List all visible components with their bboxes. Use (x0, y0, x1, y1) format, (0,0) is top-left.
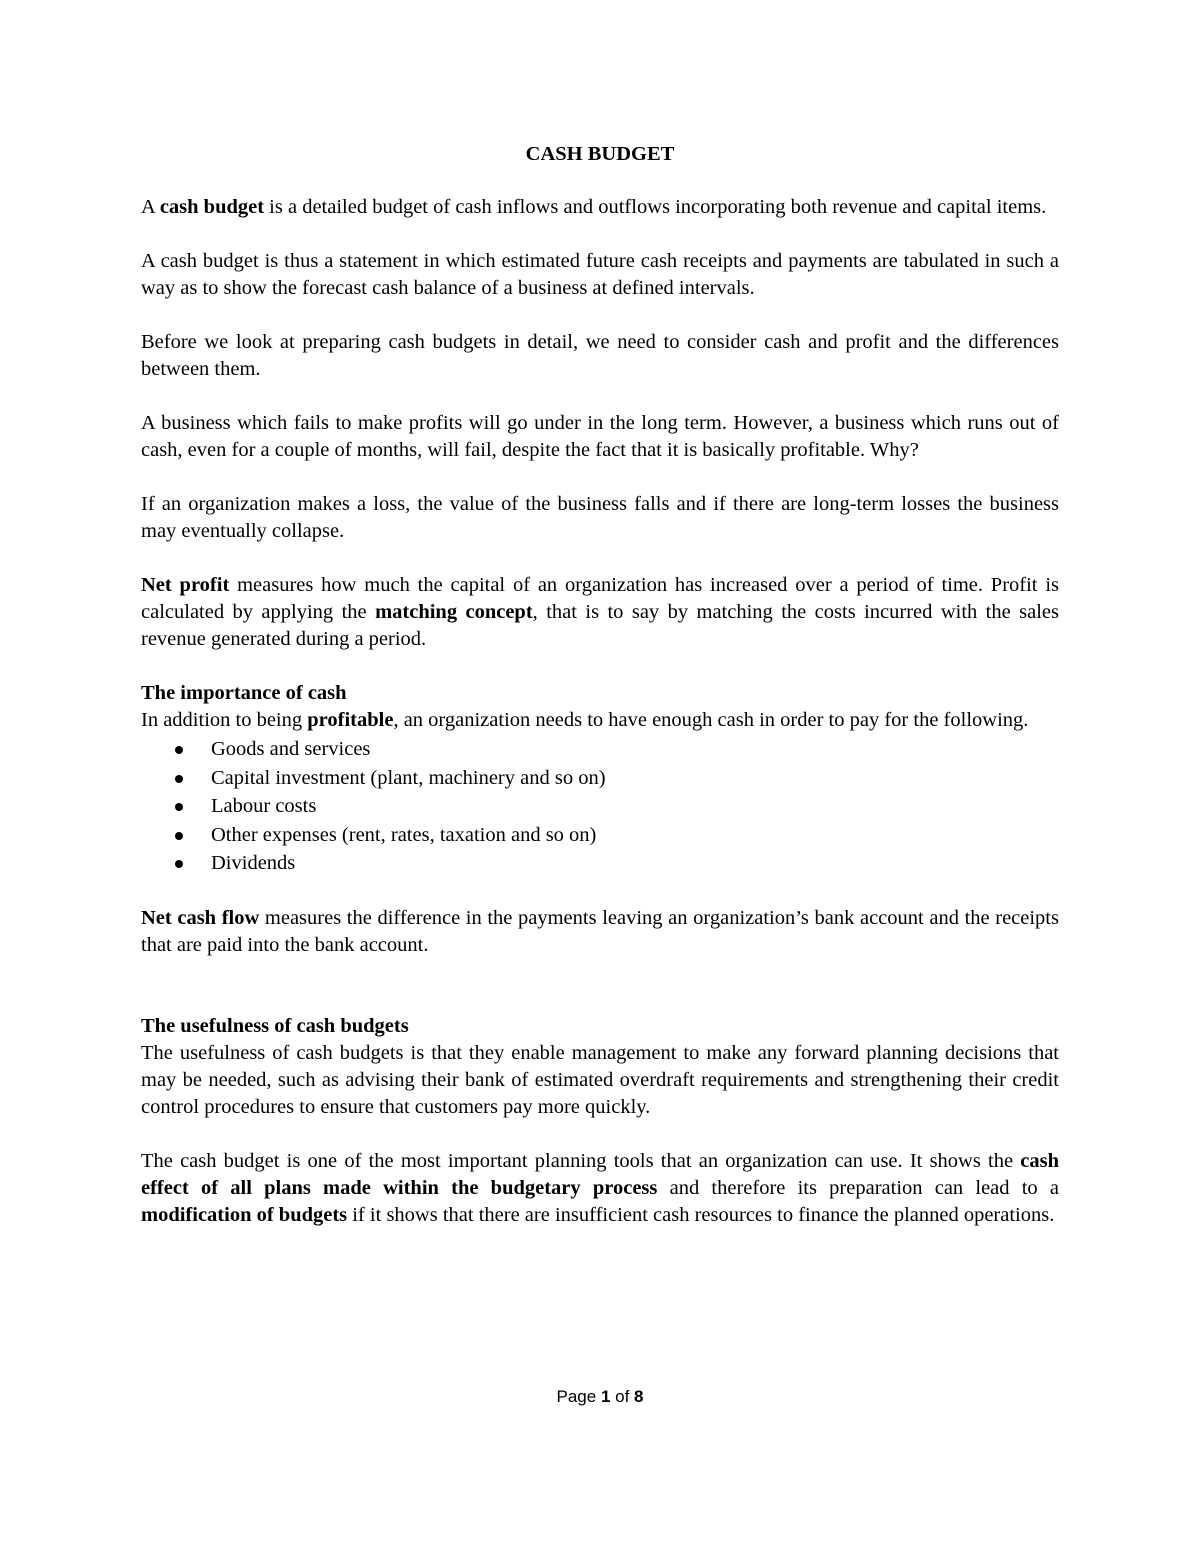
text-run: measures the difference in the payments leaving an organization’s bank account and the receipts that are paid into the bank account. (141, 906, 1059, 956)
bullet-icon (175, 832, 183, 840)
paragraph-statement: A cash budget is thus a statement in which estimated future cash receipts and payments are tabulated in such a way as to show the forecast cash balance of a business at defined intervals. (141, 250, 1059, 299)
text-run: In addition to being (141, 709, 308, 731)
text-run: , an organization needs to have enough cash in order to pay for the following. (393, 709, 1029, 731)
section-heading: The usefulness of cash budgets (141, 1014, 409, 1037)
list-item (141, 849, 1059, 878)
bold-term: matching concept (375, 601, 533, 623)
section-heading: The importance of cash (141, 682, 347, 704)
bold-term: modification of budgets (141, 1203, 348, 1226)
list-item-text: Other expenses (rent, rates, taxation and so on) (211, 823, 597, 846)
text-run: if it shows that there are insufficient cash resources to finance the planned operations. (347, 1203, 1055, 1226)
paragraph-business-failure: A business which fails to make profits will go under in the long term. However, a business which runs out of cash, even for a couple of months, will fail, despite the fact that it is basically profitable. Why? (141, 412, 1059, 461)
text-run: , that is to say by matching the costs incurred with the sales revenue generated during a period. (141, 601, 1059, 650)
footer-current-page: 1 (600, 1387, 611, 1406)
section-usefulness (141, 1013, 1059, 1121)
list-item (141, 735, 1059, 764)
text-run: and therefore its preparation can lead to a (657, 1176, 1059, 1199)
document-title: CASH BUDGET (525, 143, 675, 165)
bold-term: cash effect of all plans made within the budgetary process (141, 1149, 1059, 1199)
footer-total-pages: 8 (634, 1387, 644, 1406)
bold-term: Net cash flow (141, 906, 260, 929)
bullet-icon (175, 860, 183, 868)
paragraph-net-profit (141, 572, 1059, 653)
list-item (141, 792, 1059, 821)
paragraph-definition (141, 194, 1059, 221)
bullet-list (141, 735, 1059, 878)
page-content (141, 140, 1059, 1256)
bullet-icon (175, 746, 183, 754)
list-item-text: Labour costs (211, 795, 317, 817)
list-item-text: Dividends (211, 852, 296, 874)
section-importance-of-cash (141, 680, 1059, 878)
footer-page-word: Page (556, 1387, 601, 1406)
page-footer (0, 1386, 1200, 1408)
text-run: A (141, 196, 160, 218)
paragraph-usefulness: The usefulness of cash budgets is that they enable management to make any forward planning decisions that may be needed, such as advising their bank of estimated overdraft requirements and strengthening their credit control procedures to ensure that customers pay more quickly. (141, 1041, 1059, 1118)
footer-of-word: of (610, 1387, 635, 1406)
text-run: is a detailed budget of cash inflows and outflows incorporating both revenue and capital items. (264, 196, 1047, 218)
text-run: measures how much the capital of an organization has increased over a period of time. Profit is calculated by applying the (141, 574, 1059, 623)
text-run: The cash budget is one of the most important planning tools that an organization can use. It shows the (141, 1149, 1021, 1172)
bold-term: profitable (307, 709, 394, 731)
list-item-text: Capital investment (plant, machinery and so on) (211, 766, 606, 789)
list-item (141, 821, 1059, 850)
paragraph-planning-tool (141, 1148, 1059, 1229)
bold-term: Net profit (141, 574, 230, 596)
list-item-text: Goods and services (211, 738, 371, 760)
paragraph-cash-vs-profit: Before we look at preparing cash budgets in detail, we need to consider cash and profit and the differences between them. (141, 331, 1059, 380)
bullet-icon (175, 803, 183, 811)
paragraph-losses: If an organization makes a loss, the value of the business falls and if there are long-term losses the business may eventually collapse. (141, 493, 1059, 542)
spacer (141, 986, 1059, 1013)
list-item (141, 764, 1059, 793)
bold-term: cash budget (159, 196, 265, 218)
paragraph-net-cash-flow (141, 905, 1059, 959)
bullet-icon (175, 775, 183, 783)
paragraph-importance (141, 707, 1059, 734)
